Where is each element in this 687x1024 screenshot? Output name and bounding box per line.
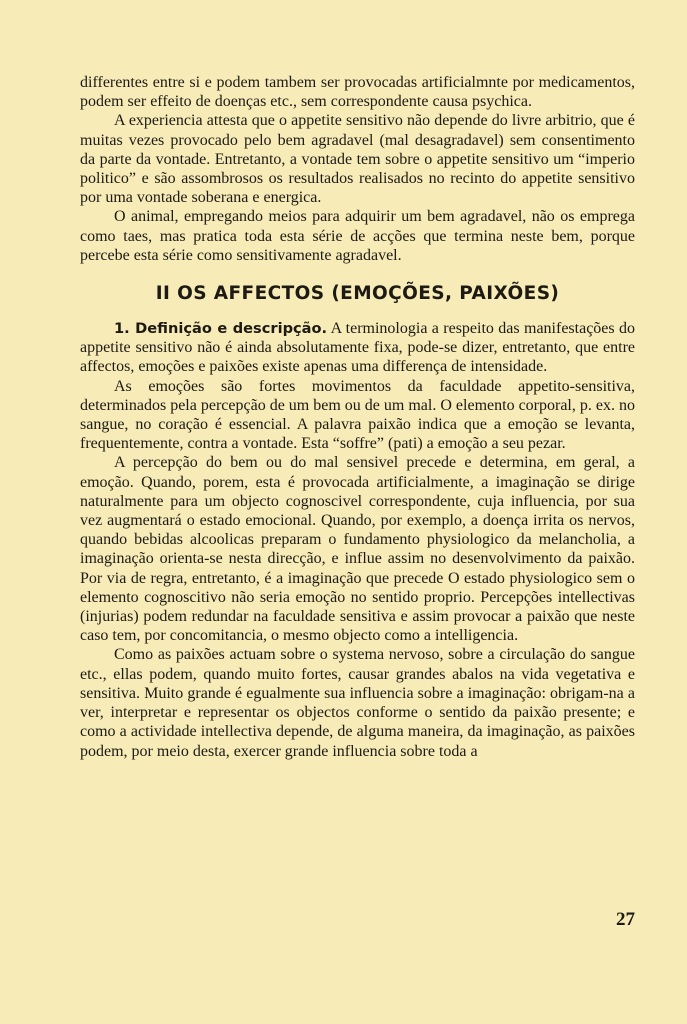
paragraph-experiencia: A experiencia attesta que o appetite sensitivo não depende do livre arbitrio, que é muitas vezes provocado pelo bem agradavel (mal desagradavel) sem consentimento da parte da vontade. Entretanto, a vontade tem sobre o appetite sensitivo um “imperio politico” e são assombrosos os resultados realisados no recinto do appetite sensitivo por uma vontade soberana e energica. (80, 112, 635, 207)
paragraph-percepcao: A percepção do bem ou do mal sensivel precede e determina, em geral, a emoção. Quando, porem, esta é provocada artificialmente, a imaginação se dirige naturalmente para um objecto cognoscivel correspondente, cuja influencia, por sua vez augmentará o estado emocional. Quando, por exemplo, a doença irrita os nervos, quando bebidas alcoolicas preparam o fundamento physiologico da melancholia, a imaginação orienta-se nesta direcção, e influe assim no desenvolvimento da paixão. Por via de regra, entretanto, é a imaginação que precede O estado physiologico sem o elemento cognoscitivo não seria emoção no sentido proprio. Percepções intellectivas (injurias) podem redundar na faculdade sensitiva e assim provocar a paixão que neste caso tem, por concomitancia, o mesmo objecto como a intelligencia. (80, 454, 635, 645)
paragraph-emocoes: As emoções são fortes movimentos da faculdade appetito-sensitiva, determinados pela percepção de um bem ou de um mal. O elemento corporal, p. ex. no sangue, no coração é essencial. A palavra paixão indica que a emoção se levanta, frequentemente, contra a vontade. Esta “soffre” (pati) a emoção a seu pezar. (80, 377, 635, 453)
subsection-text: A terminologia a respeito das manifestações do appetite sensitivo não é ainda absolutamente fixa, pode-se dizer, entretanto, que entre affectos, emoções e paixões existe apenas uma differença de intensidade. (80, 320, 635, 376)
paragraph-animal: O animal, empregando meios para adquirir um bem agradavel, não os emprega como taes, mas pratica toda esta série de acções que termina neste bem, porque percebe esta série como sensitivamente agradavel. (80, 208, 635, 264)
paragraph-continuation: differentes entre si e podem tambem ser provocadas artificialmnte por medicamentos, podem ser effeito de doenças etc., sem correspondente causa psychica. (80, 74, 635, 111)
section-title: II OS AFFECTOS (EMOÇÕES, PAIXÕES) (155, 283, 560, 305)
page-number: 27 (616, 909, 635, 930)
paragraph-definicao (80, 319, 635, 377)
subsection-heading: 1. Definição e descripção. (114, 320, 328, 338)
page-body (80, 73, 635, 761)
paragraph-paixoes-actuam: Como as paixões actuam sobre o systema nervoso, sobre a circulação do sangue etc., ellas podem, quando muito fortes, causar grandes abalos na vida vegetativa e sensitiva. Muito grande é egualmente sua influencia sobre a imaginação: obrigam-na a ver, interpretar e representar os objectos conforme o sentido da paixão presente; e como a actividade intellectiva depende, de alguma maneira, da imaginação, as paixões podem, por meio desta, exercer grande influencia sobre toda a (80, 646, 635, 760)
